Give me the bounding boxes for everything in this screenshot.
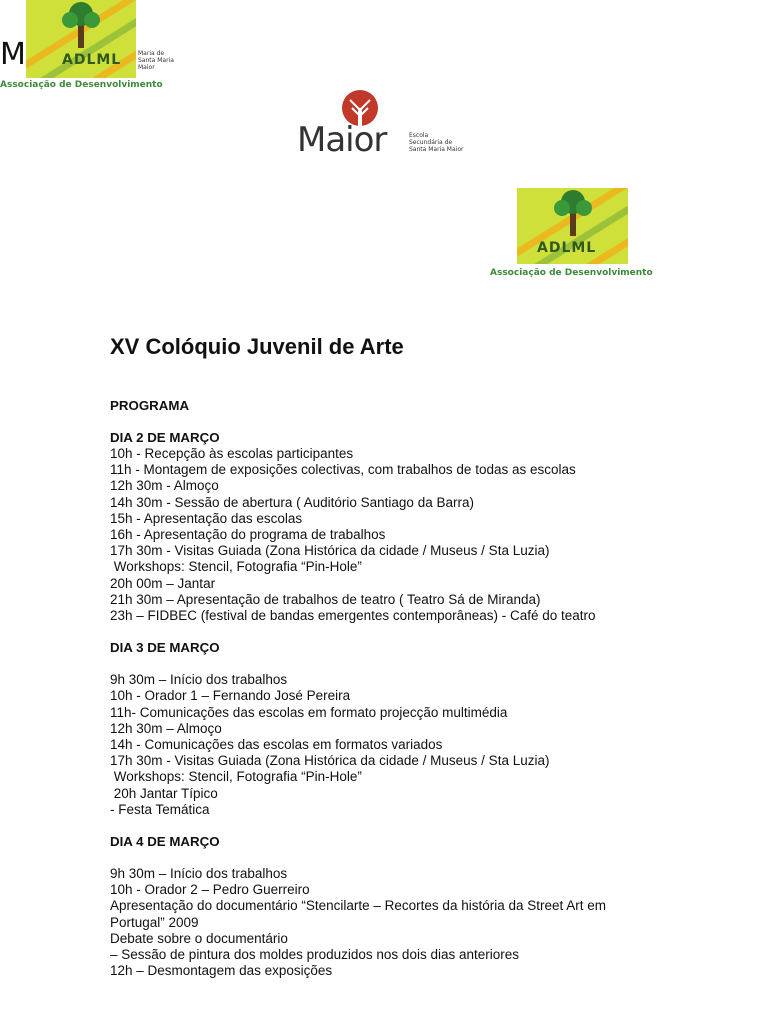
- schedule-item: 23h – FIDBEC (festival de bandas emergentes contemporâneas) - Café do teatro: [110, 608, 596, 624]
- schedule-item: 9h 30m – Início dos trabalhos: [110, 672, 288, 688]
- association-text: Associação de Desenvolvimento: [490, 268, 653, 278]
- schedule-item: 12h 30m – Almoço: [110, 720, 222, 736]
- association-text: Associação de Desenvolvimento: [0, 80, 163, 90]
- document-title: XV Colóquio Juvenil de Arte: [110, 334, 404, 359]
- day-heading: DIA 3 DE MARÇO: [110, 640, 220, 656]
- schedule-item: 17h 30m - Visitas Guiada (Zona Histórica da cidade / Museus / Sta Luzia): [110, 753, 550, 769]
- adlml-logo-top-left: [0, 0, 175, 95]
- day-heading: DIA 4 DE MARÇO: [110, 834, 220, 850]
- adlml-logo-text: ADLML: [537, 240, 597, 256]
- day-heading: DIA 2 DE MARÇO: [110, 430, 220, 445]
- schedule-item: 20h Jantar Típico: [110, 785, 218, 801]
- schedule-item: Portugal” 2009: [110, 914, 199, 930]
- schedule-item: 11h- Comunicações das escolas em formato projecção multimédia: [110, 704, 508, 720]
- document-body: [110, 330, 750, 979]
- adlml-logo-text: ADLML: [62, 52, 122, 68]
- programa-heading: PROGRAMA: [110, 398, 190, 413]
- schedule-item: Workshops: Stencil, Fotografia “Pin-Hole”: [110, 769, 362, 785]
- maior-logo-subtitle: Escola Secundária de Santa Maria Maior: [409, 132, 464, 153]
- schedule-item: 12h 30m - Almoço: [110, 478, 219, 494]
- schedule-item: Workshops: Stencil, Fotografia “Pin-Hole”: [110, 559, 362, 575]
- schedule-item: – Sessão de pintura dos moldes produzidos nos dois dias anteriores: [110, 947, 519, 963]
- maior-logo-word: Maior: [297, 120, 387, 160]
- schedule-item: Debate sobre o documentário: [110, 930, 288, 946]
- adlml-logo-right: [490, 186, 665, 281]
- schedule-item: 21h 30m – Apresentação de trabalhos de teatro ( Teatro Sá de Miranda): [110, 591, 541, 607]
- schedule-item: 10h - Orador 2 – Pedro Guerreiro: [110, 882, 310, 898]
- schedule-item: - Festa Temática: [110, 801, 210, 817]
- logo-side-text: Maria de Santa Maria Maior: [138, 50, 174, 71]
- day-section: [110, 430, 750, 624]
- schedule-item: 11h - Montagem de exposições colectivas, com trabalhos de todas as escolas: [110, 462, 576, 478]
- adlml-logo-background: [26, 0, 136, 78]
- day-section: [110, 834, 750, 979]
- schedule-item: 12h – Desmontagem das exposições: [110, 963, 333, 979]
- day-section: [110, 640, 750, 818]
- schedule-item: 14h - Comunicações das escolas em formatos variados: [110, 737, 443, 753]
- partial-maior-letter: M: [0, 37, 26, 72]
- schedule-item: Apresentação do documentário “Stencilarte – Recortes da história da Street Art em: [110, 898, 607, 914]
- schedule-item: 10h - Orador 1 – Fernando José Pereira: [110, 688, 351, 704]
- schedule-item: 15h - Apresentação das escolas: [110, 510, 303, 526]
- schedule-item: 9h 30m – Início dos trabalhos: [110, 866, 288, 882]
- schedule-item: 10h - Recepção às escolas participantes: [110, 446, 354, 461]
- schedule-item: 20h 00m – Jantar: [110, 575, 216, 591]
- schedule-item: 16h - Apresentação do programa de trabalhos: [110, 527, 386, 543]
- maior-school-logo: [295, 88, 475, 163]
- adlml-logo-background: [517, 188, 628, 264]
- schedule-item: 17h 30m - Visitas Guiada (Zona Histórica da cidade / Museus / Sta Luzia): [110, 543, 550, 559]
- schedule-item: 14h 30m - Sessão de abertura ( Auditório Santiago da Barra): [110, 494, 474, 510]
